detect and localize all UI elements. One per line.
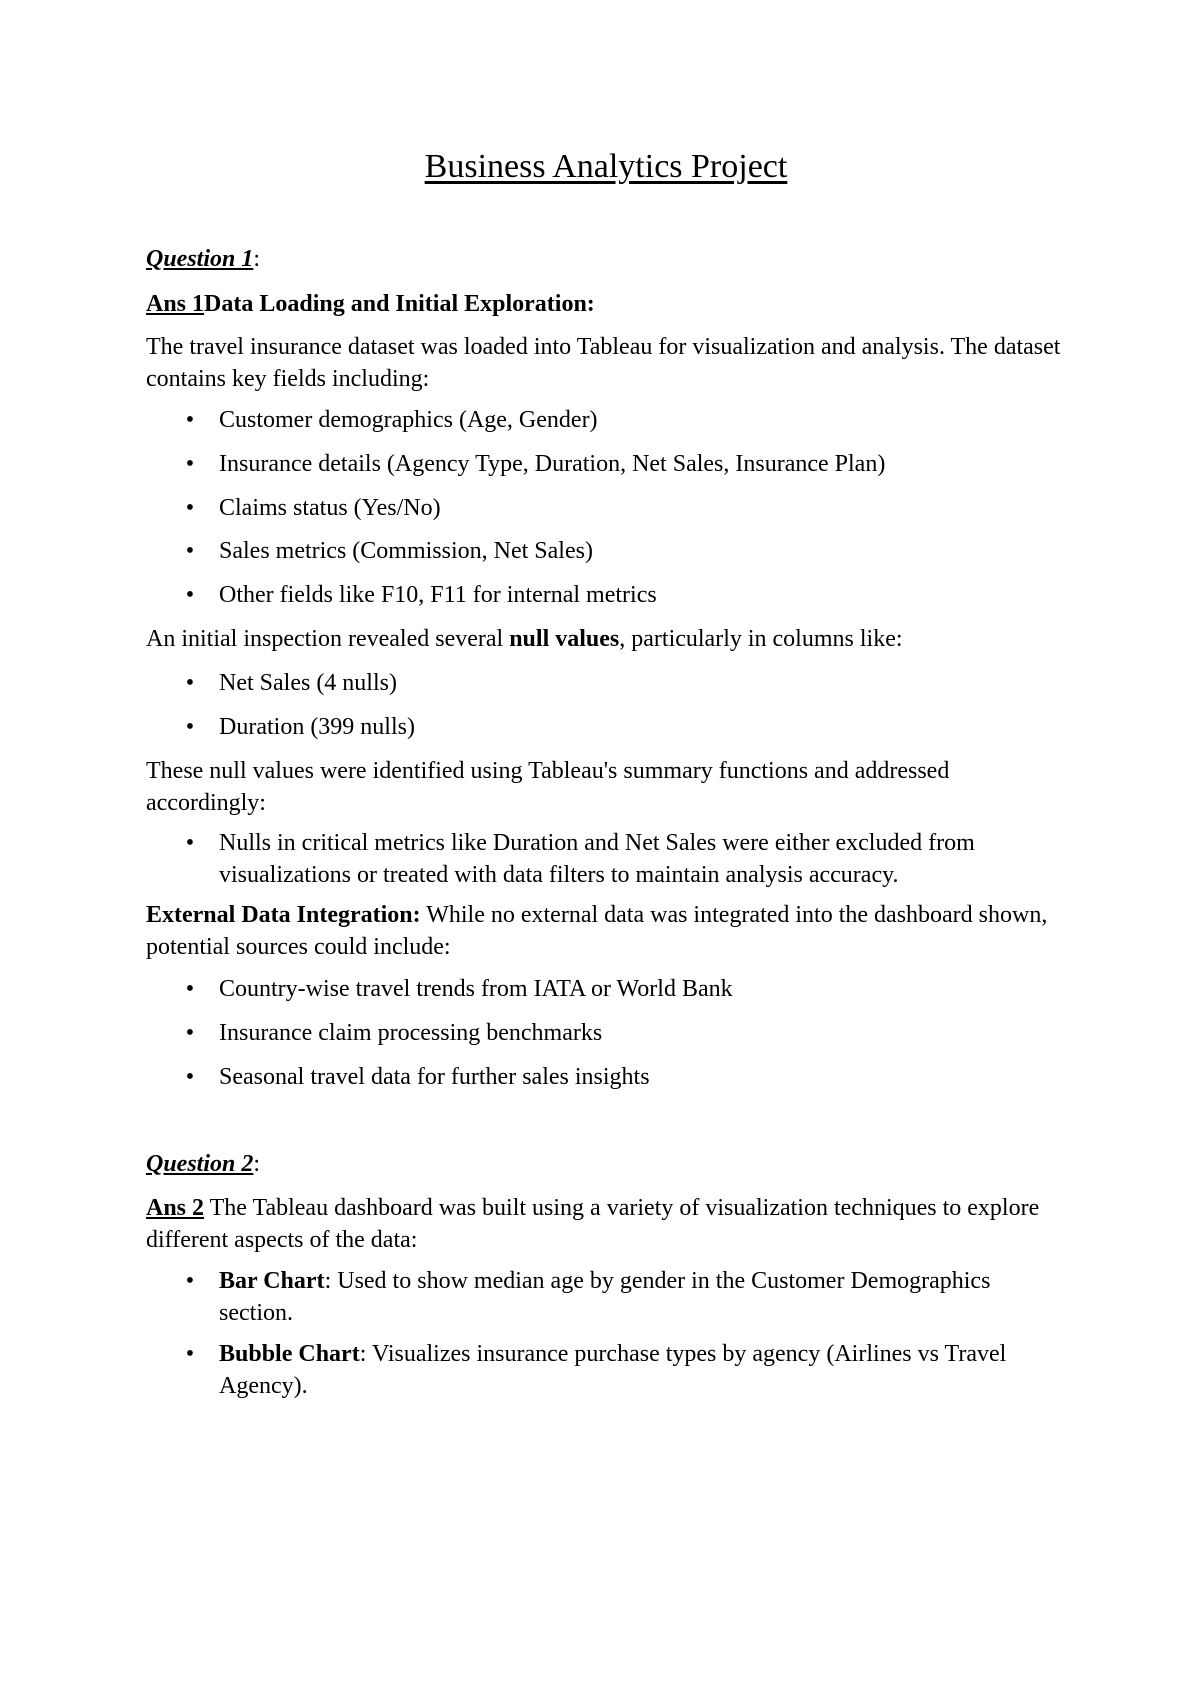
question-2-heading: Question 2: (146, 1151, 261, 1177)
bullet-icon: • (185, 582, 195, 608)
inspection-paragraph: An initial inspection revealed several null values, particularly in columns like: (146, 626, 903, 652)
bullet-icon: • (185, 407, 195, 433)
dataset-intro-paragraph: The travel insurance dataset was loaded into Tableau for visualization and analysis. The dataset contains key fields including: (146, 334, 1061, 392)
bullet-icon: • (185, 1064, 195, 1090)
answer-1-label: Ans 1 (146, 291, 205, 317)
answer-2-paragraph: Ans 2 The Tableau dashboard was built using a variety of visualization techniques to explore different aspects of the data: (146, 1195, 1040, 1253)
question-2-label: Question 2 (146, 1151, 254, 1177)
bullet-icon: • (185, 976, 195, 1002)
bullet-icon: • (185, 670, 195, 696)
answer-1-title: Data Loading and Initial Exploration: (204, 291, 595, 317)
bullet-icon: • (185, 1020, 195, 1046)
bullet-icon: • (185, 495, 195, 521)
external-data-paragraph: External Data Integration: While no external data was integrated into the dashboard shown, potential sources could include: (146, 902, 1048, 960)
null-handling-paragraph: These null values were identified using Tableau's summary functions and addressed accordingly: (146, 758, 950, 816)
bullet-icon: • (185, 830, 195, 856)
bullet-icon: • (185, 714, 195, 740)
question-1-heading: Question 1: (146, 246, 261, 272)
question-1-label: Question 1 (146, 246, 254, 272)
bullet-icon: • (185, 451, 195, 477)
page-title: Business Analytics Project (424, 148, 788, 185)
bullet-icon: • (185, 1341, 195, 1367)
bullet-icon: • (185, 538, 195, 564)
bullet-icon: • (185, 1268, 195, 1294)
answer-2-label: Ans 2 (146, 1195, 205, 1221)
answer-1-heading (146, 288, 1066, 320)
